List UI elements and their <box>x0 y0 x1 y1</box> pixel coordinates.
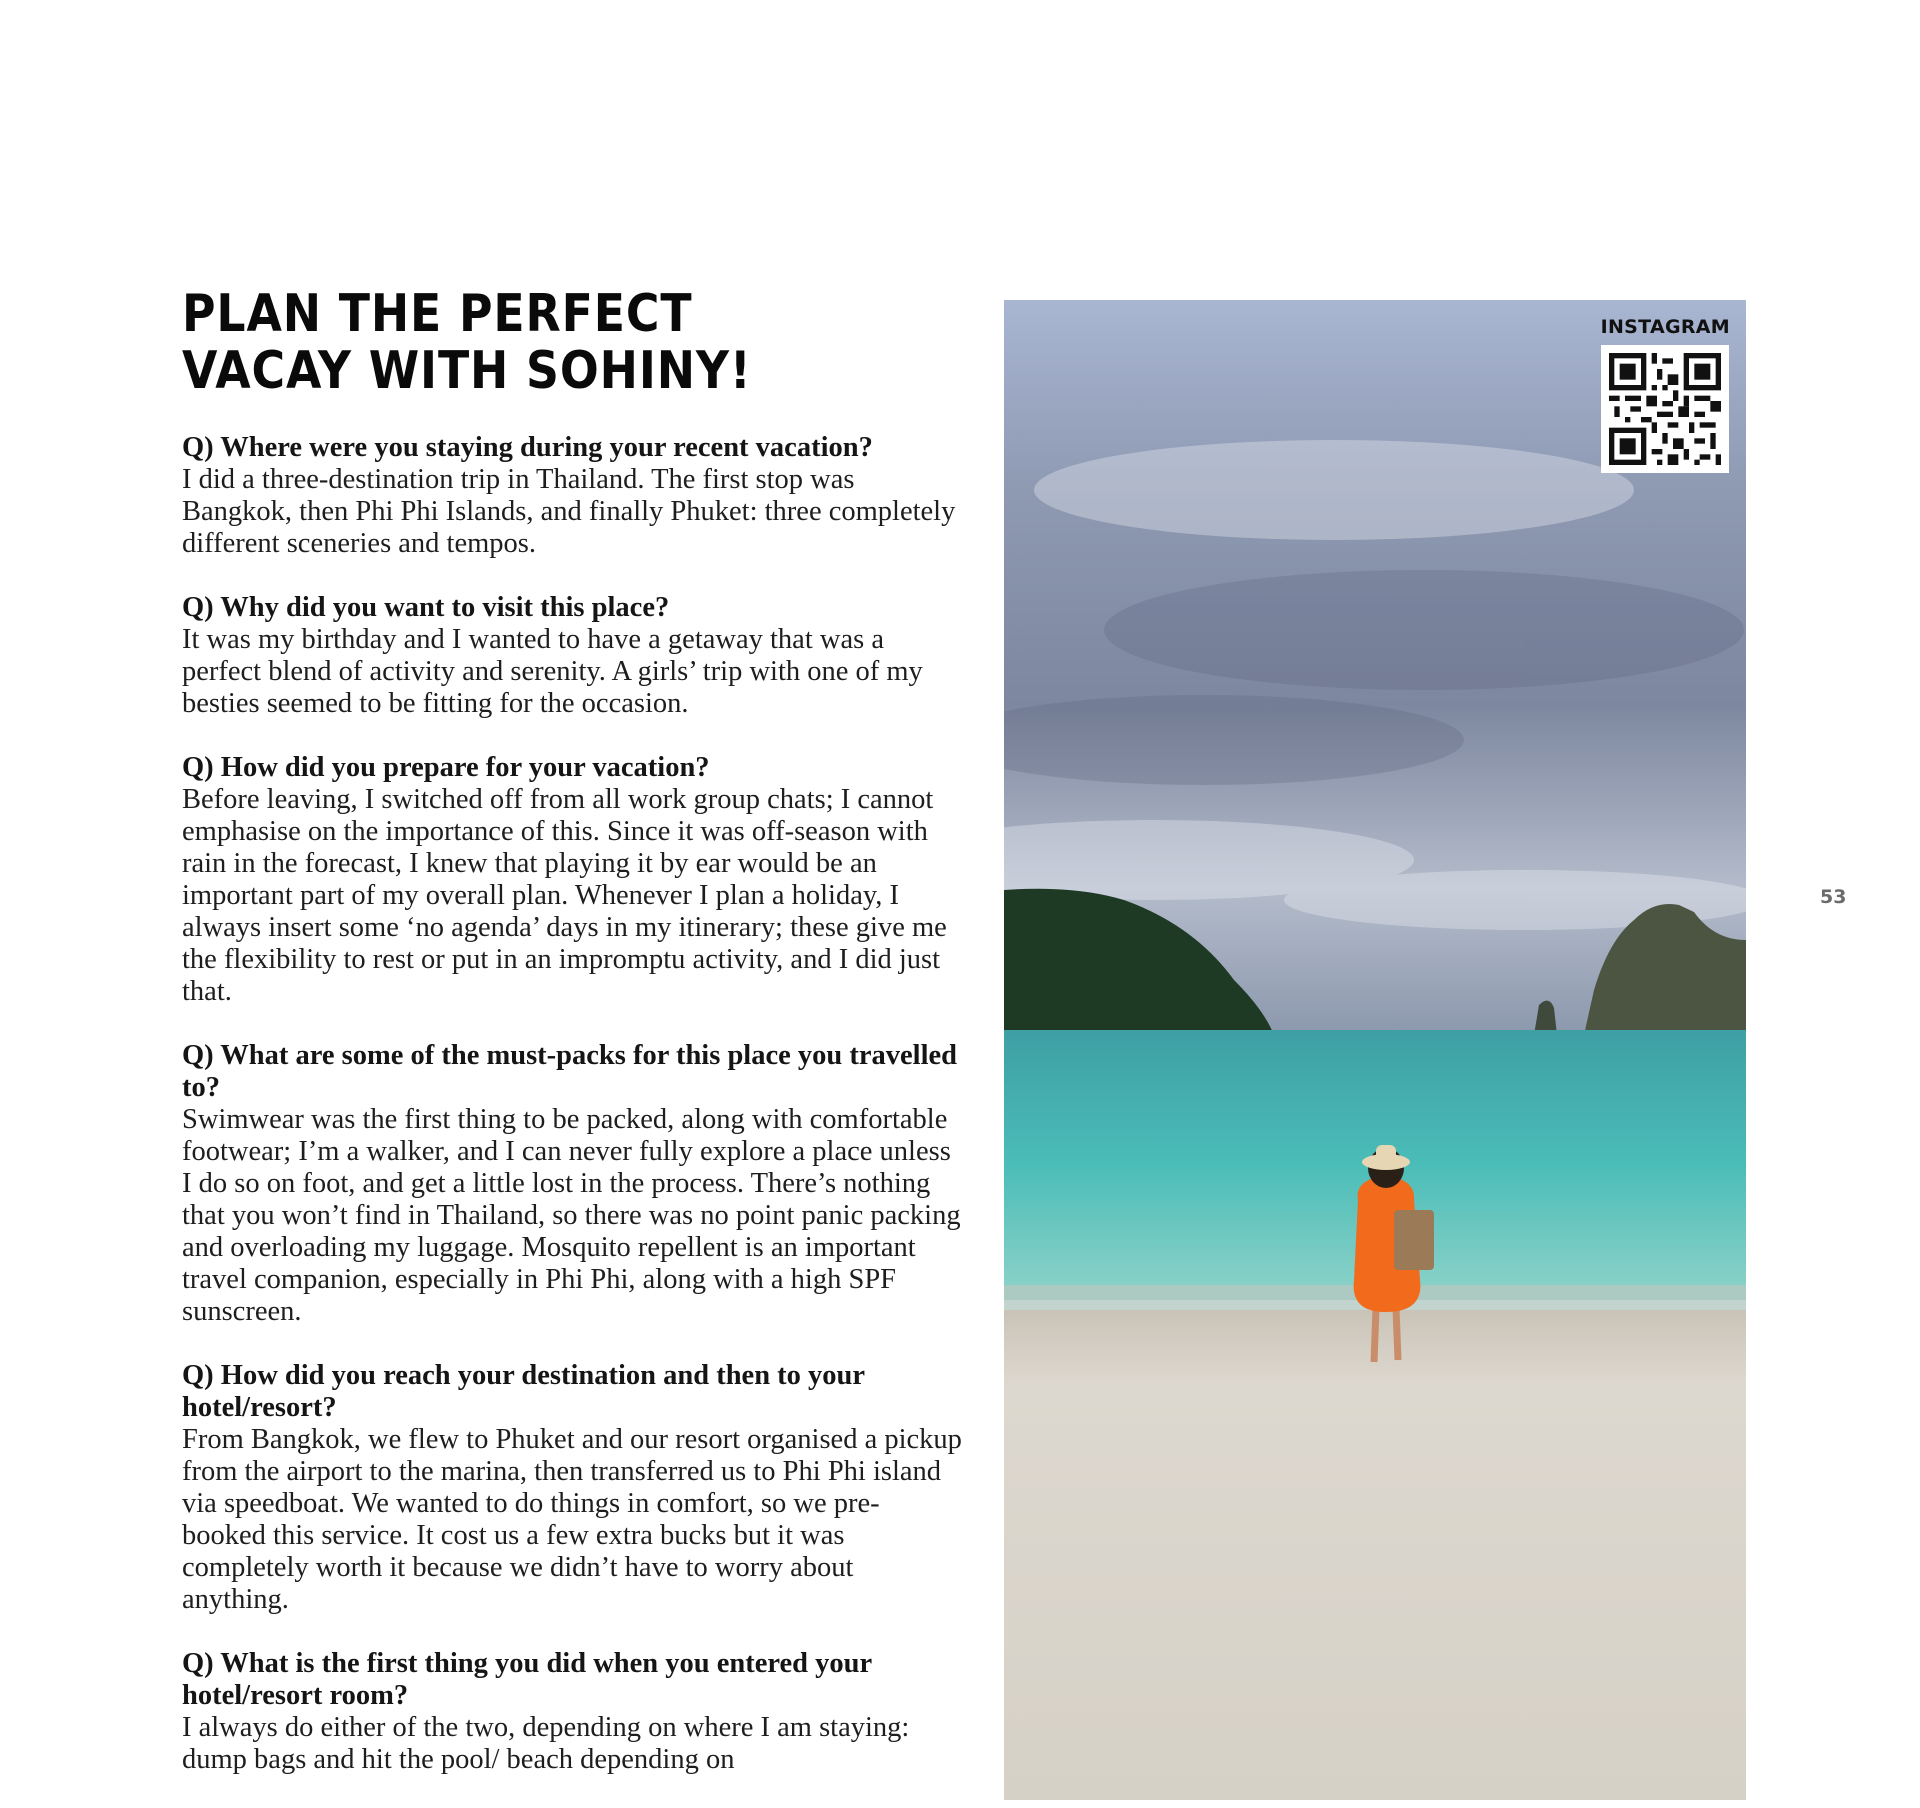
question: Q) Where were you staying during your recent vacation? <box>182 432 873 463</box>
answer: I did a three-destination trip in Thailand. The first stop was Bangkok, then Phi Phi Islands, and finally Phuket: three completely different sceneries and tempos. <box>182 464 956 559</box>
qa-item <box>182 1360 962 1616</box>
qa-item <box>182 1648 962 1776</box>
qa-item <box>182 1040 962 1328</box>
beach-scene-illustration <box>1004 300 1746 1800</box>
answer: Before leaving, I switched off from all work group chats; I cannot emphasise on the importance of this. Since it was off-season with rain in the forecast, I knew that playing it by ear would be an important part of my overall plan. Whenever I plan a holiday, I always insert some ‘no agenda’ days in my itinerary; these give me the flexibility to rest or put in an impromptu activity, and I did just that. <box>182 784 947 1007</box>
question: Q) What is the first thing you did when you entered your hotel/resort room? <box>182 1648 872 1711</box>
headline-line-2: VACAY WITH SOHINY! <box>182 341 752 401</box>
answer: Swimwear was the first thing to be packed, along with comfortable footwear; I’m a walker, and I can never fully explore a place unless I do so on foot, and get a little lost in the process. There’s nothing that you won’t find in Thailand, so there was no point panic packing and overloading my luggage. Mosquito repellent is an important travel companion, especially in Phi Phi, along with a high SPF sunscreen. <box>182 1104 961 1327</box>
question: Q) How did you prepare for your vacation? <box>182 752 710 783</box>
question: Q) Why did you want to visit this place? <box>182 592 670 623</box>
question: Q) What are some of the must-packs for this place you travelled to? <box>182 1040 957 1103</box>
headline-line-1: PLAN THE PERFECT <box>182 284 693 344</box>
answer: I always do either of the two, depending on where I am staying: dump bags and hit the pool/ beach depending on <box>182 1712 910 1775</box>
question: Q) How did you reach your destination and then to your hotel/resort? <box>182 1360 865 1423</box>
interview-body <box>182 432 962 1808</box>
instagram-block <box>1601 316 1730 473</box>
page-number: 53 <box>1820 886 1847 908</box>
answer: From Bangkok, we flew to Phuket and our resort organised a pickup from the airport to the marina, then transferred us to Phi Phi island via speedboat. We wanted to do things in comfort, so we pre-booked this service. It cost us a few extra bucks but it was completely worth it because we didn’t have to worry about anything. <box>182 1424 962 1615</box>
answer: It was my birthday and I wanted to have a getaway that was a perfect blend of activity and serenity. A girls’ trip with one of my besties seemed to be fitting for the occasion. <box>182 624 923 719</box>
article-headline <box>182 286 752 400</box>
instagram-label: INSTAGRAM <box>1600 316 1730 338</box>
qa-item <box>182 432 962 560</box>
beach-photo <box>1004 300 1746 1800</box>
qr-code-icon[interactable] <box>1601 345 1729 473</box>
qa-item <box>182 592 962 720</box>
qa-item <box>182 752 962 1008</box>
